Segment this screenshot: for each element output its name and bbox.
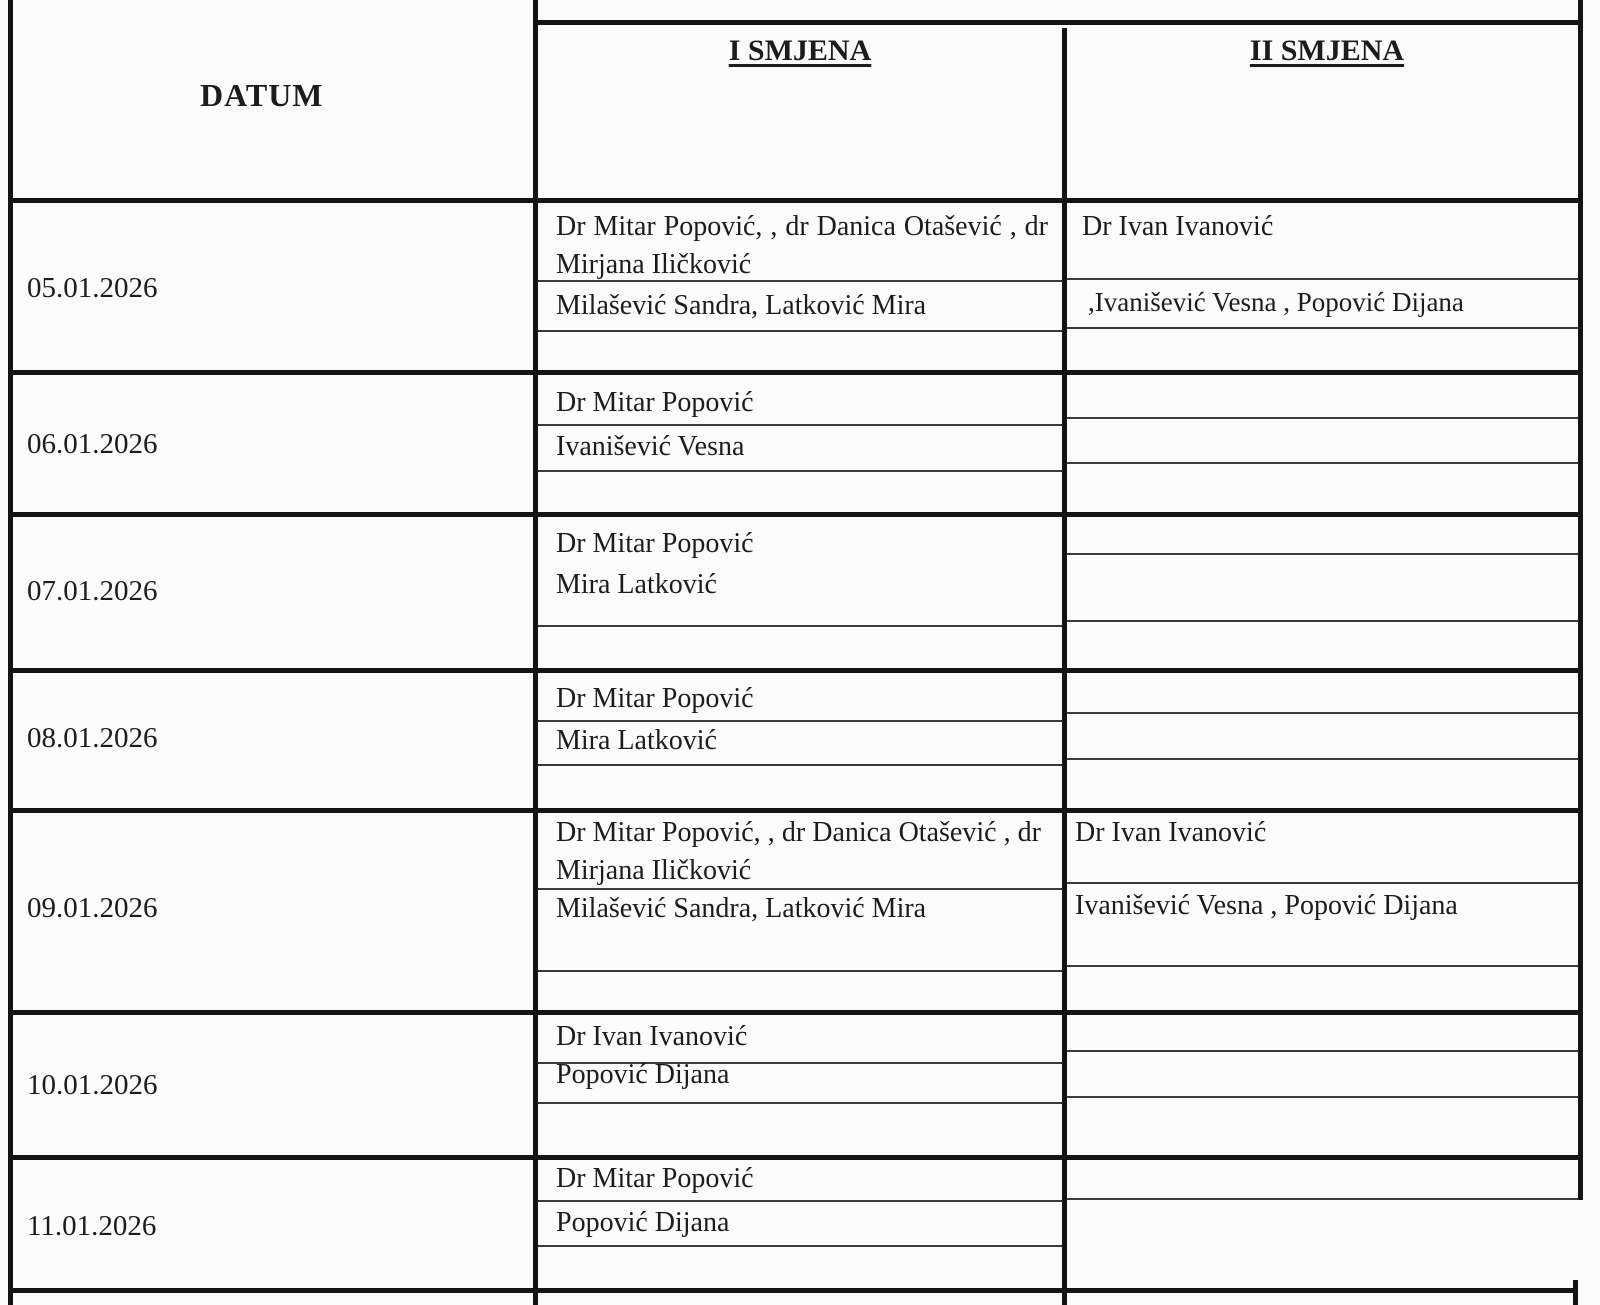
row-separator (8, 668, 1583, 673)
shift1-nurses: Milašević Sandra, Latković Mira (556, 893, 927, 924)
header-shift-2: II SMJENA (1249, 34, 1405, 67)
subrow-line (1067, 1050, 1578, 1052)
subrow-line (1067, 327, 1578, 329)
shift2-nurses: Ivanišević Vesna , Popović Dijana (1075, 890, 1458, 921)
shift2-doctors: Dr Ivan Ivanović (1075, 817, 1267, 848)
shift1-nurses: Popović Dijana (556, 1207, 730, 1238)
shift1-nurses: Ivanišević Vesna (556, 431, 745, 462)
row-date: 05.01.2026 (27, 272, 158, 304)
subrow-line (1067, 462, 1578, 464)
shift1-nurses: Mira Latković (556, 725, 717, 756)
subrow-line (1067, 1198, 1578, 1200)
row-separator (8, 1288, 1578, 1293)
subrow-line (538, 1245, 1062, 1247)
subrow-line (538, 470, 1062, 472)
subrow-line (1067, 1096, 1578, 1098)
subrow-line (1067, 758, 1578, 760)
shift2-doctors: Dr Ivan Ivanović (1082, 211, 1274, 242)
shift1-doctors: Dr Mitar Popović, , dr Danica Otašević , dr Mirjana Iličković (556, 817, 1041, 886)
row-separator (8, 1155, 1583, 1160)
subrow-line (1067, 278, 1578, 280)
row-separator (8, 512, 1583, 517)
row-date: 09.01.2026 (27, 892, 158, 924)
subrow-line (1067, 620, 1578, 622)
header-shift-1: I SMJENA (728, 34, 872, 67)
subrow-line (538, 330, 1062, 332)
shift2-nurses: ,Ivanišević Vesna , Popović Dijana (1088, 287, 1464, 317)
subrow-line (538, 625, 1062, 627)
column-divider-shifts (1062, 28, 1067, 1305)
header-bottom-line (8, 198, 1583, 203)
table-border-right (1578, 0, 1583, 1200)
subrow-line (1067, 417, 1578, 419)
subrow-line (538, 764, 1062, 766)
subrow-line (538, 424, 1062, 426)
shift1-nurses: Popović Dijana (556, 1059, 730, 1090)
row-date: 08.01.2026 (27, 722, 158, 754)
subrow-line (538, 1102, 1062, 1104)
row-separator (8, 808, 1583, 813)
row-separator (8, 370, 1583, 375)
row-date: 07.01.2026 (27, 575, 158, 607)
subrow-line (538, 1200, 1062, 1202)
header-datum: DATUM (200, 77, 324, 113)
subrow-line (1067, 712, 1578, 714)
row-date: 06.01.2026 (27, 428, 158, 460)
row-separator (8, 1010, 1583, 1015)
shift1-doctors: Dr Mitar Popović (556, 683, 754, 714)
subrow-line (538, 970, 1062, 972)
header-top-line (533, 20, 1583, 25)
shift1-nurses: Mira Latković (556, 569, 717, 600)
row-date: 11.01.2026 (27, 1210, 157, 1242)
column-divider-datum (533, 0, 538, 1305)
shift1-doctors: Dr Mitar Popović (556, 1163, 754, 1194)
shift1-doctors: Dr Ivan Ivanović (556, 1021, 748, 1052)
row-date: 10.01.2026 (27, 1069, 158, 1101)
shift1-doctors: Dr Mitar Popović (556, 528, 754, 559)
shift1-doctors: Dr Mitar Popović, , dr Danica Otašević , dr Mirjana Iličković (556, 211, 1048, 280)
shift1-doctors: Dr Mitar Popović (556, 387, 754, 418)
subrow-line (1067, 965, 1578, 967)
subrow-line (1067, 553, 1578, 555)
table-border-left (8, 0, 13, 1305)
shift1-nurses: Milašević Sandra, Latković Mira (556, 290, 927, 321)
subrow-line (1067, 882, 1578, 884)
